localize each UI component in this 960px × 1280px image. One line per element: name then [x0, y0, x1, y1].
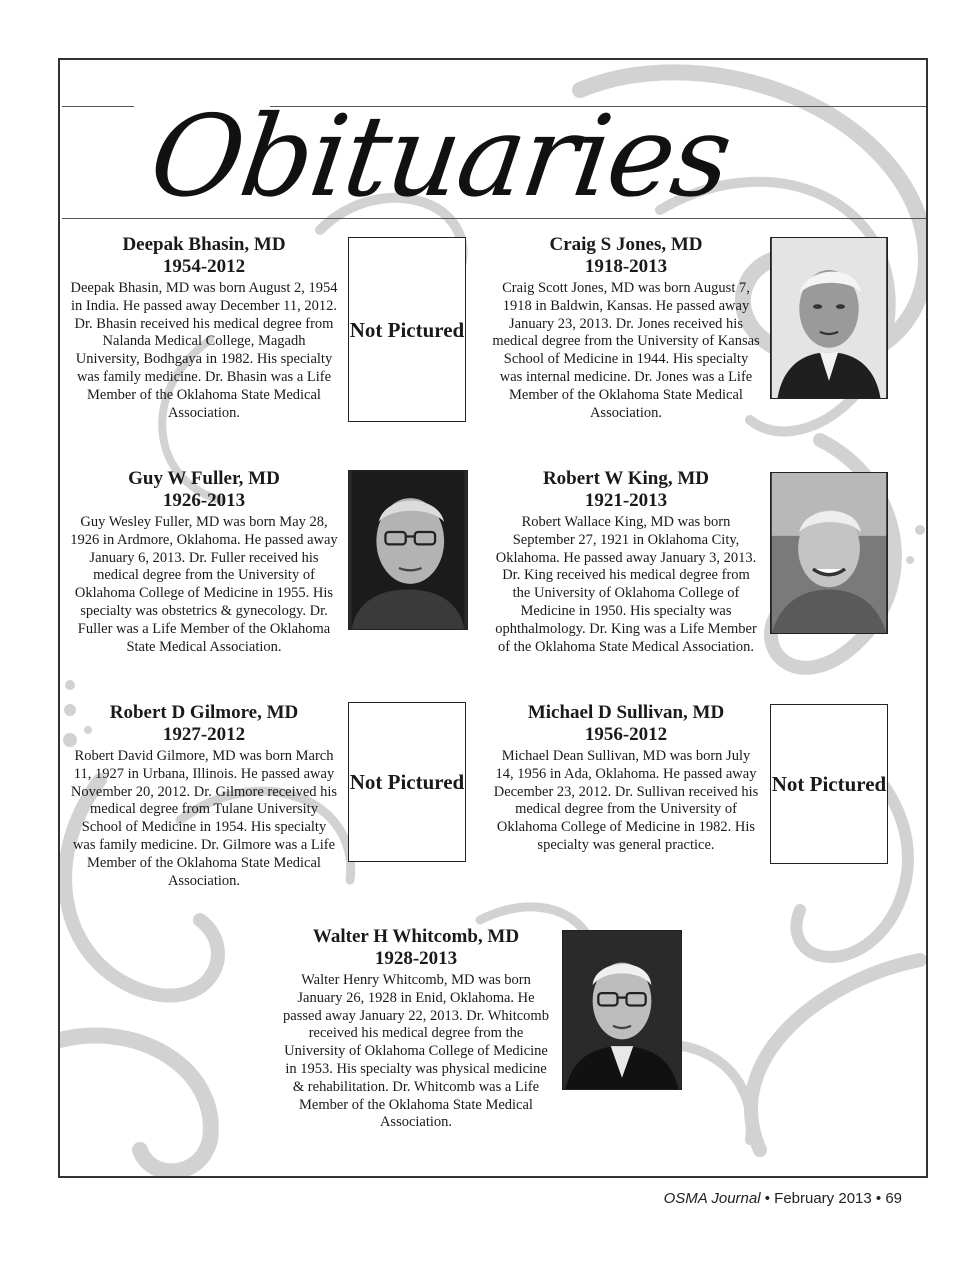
obituary-entry	[70, 702, 338, 890]
obituary-bio: Michael Dean Sullivan, MD was born July 14, 1956 in Ada, Oklahoma. He passed away December 23, 2012. Dr. Sullivan received his medical degree from the University of Oklahoma College of Medicine in 1982. His specialty was general practice.	[493, 748, 759, 853]
not-pictured-label: Not Pictured	[349, 317, 465, 342]
portrait-photo	[562, 930, 682, 1090]
obituary-years: 1954-2012	[162, 256, 246, 277]
footer-separator: •	[871, 1190, 886, 1207]
obituary-entry	[492, 234, 760, 422]
obituary-entry	[70, 468, 338, 656]
obituary-entry	[282, 926, 550, 1132]
obituary-name: Guy W Fuller, MD	[128, 468, 280, 489]
obituary-name: Walter H Whitcomb, MD	[312, 926, 520, 947]
obituary-name: Michael D Sullivan, MD	[527, 702, 725, 723]
footer-page-number: 69	[885, 1190, 902, 1207]
portrait-image	[771, 238, 887, 398]
portrait-photo	[770, 472, 888, 634]
obituary-years: 1956-2012	[584, 724, 668, 745]
portrait-image	[771, 473, 887, 633]
page-footer	[0, 1190, 902, 1207]
obituary-bio: Walter Henry Whitcomb, MD was born January 26, 1928 in Enid, Oklahoma. He passed away January 22, 2013. Dr. Whitcomb received his medical degree from the University of Oklahoma College of Medicine in 1953. His specialty was physical medicine & rehabilitation. Dr. Whitcomb was a Life Member of the Oklahoma State Medical Association.	[283, 972, 549, 1131]
portrait-photo	[770, 237, 888, 399]
obituary-entry	[70, 234, 338, 422]
not-pictured-box	[348, 237, 466, 422]
not-pictured-label: Not Pictured	[349, 770, 465, 794]
obituary-years: 1928-2013	[374, 948, 458, 969]
obituary-bio: Robert Wallace King, MD was born September 27, 1921 in Oklahoma City, Oklahoma. He passed away January 3, 2013. Dr. King received his medical degree from the University of Oklahoma College of Medicine in 1950. His specialty was ophthalmology. Dr. King was a Life Member of the Oklahoma State Medical Association.	[495, 514, 757, 655]
obituary-years: 1921-2013	[584, 490, 668, 511]
obituary-bio: Guy Wesley Fuller, MD was born May 28, 1926 in Ardmore, Oklahoma. He passed away January 6, 2013. Dr. Fuller received his medical degree from the University of Oklahoma College of Medicine in 1955. His specialty was obstetrics & gynecology. Dr. Fuller was a Life Member of the Oklahoma State Medical Association.	[70, 514, 338, 655]
footer-journal: OSMA Journal	[663, 1190, 761, 1207]
not-pictured-label: Not Pictured	[771, 772, 887, 796]
page-title: Obituaries	[142, 92, 738, 222]
obituary-bio: Robert David Gilmore, MD was born March 11, 1927 in Urbana, Illinois. He passed away November 20, 2012. Dr. Gilmore received his medical degree from Tulane University School of Medicine in 1954. His specialty was family medicine. Dr. Gilmore was a Life Member of the Oklahoma State Medical Association.	[70, 748, 338, 889]
obituary-name: Craig S Jones, MD	[549, 234, 703, 255]
footer-separator: •	[760, 1190, 775, 1207]
obituary-years: 1927-2012	[162, 724, 246, 745]
obituary-name: Deepak Bhasin, MD	[122, 234, 286, 255]
obituary-name: Robert D Gilmore, MD	[109, 702, 299, 723]
obituary-years: 1926-2013	[162, 490, 246, 511]
obituary-bio: Craig Scott Jones, MD was born August 7, 1918 in Baldwin, Kansas. He passed away January 23, 2013. Dr. Jones received his medical degree from the University of Kansas School of Medicine in 1944. His specialty was internal medicine. Dr. Jones was a Life Member of the Oklahoma State Medical Association.	[492, 280, 760, 421]
obituary-entry	[492, 702, 760, 855]
footer-issue: February 2013	[774, 1190, 872, 1207]
portrait-image	[349, 471, 467, 629]
obituary-name: Robert W King, MD	[542, 468, 710, 489]
page-frame	[58, 58, 928, 1178]
obituary-entry	[492, 468, 760, 656]
portrait-image	[563, 931, 681, 1089]
not-pictured-box	[770, 704, 888, 864]
portrait-photo	[348, 470, 468, 630]
header-rule-left	[62, 106, 134, 107]
not-pictured-box	[348, 702, 466, 862]
obituary-bio: Deepak Bhasin, MD was born August 2, 1954 in India. He passed away December 11, 2012. Dr. Bhasin received his medical degree from Nalanda Medical College, Magadh University, Bodhgaya in 1982. His specialty was family medicine. Dr. Bhasin was a Life Member of the Oklahoma State Medical Association.	[70, 280, 338, 421]
obituary-years: 1918-2013	[584, 256, 668, 277]
